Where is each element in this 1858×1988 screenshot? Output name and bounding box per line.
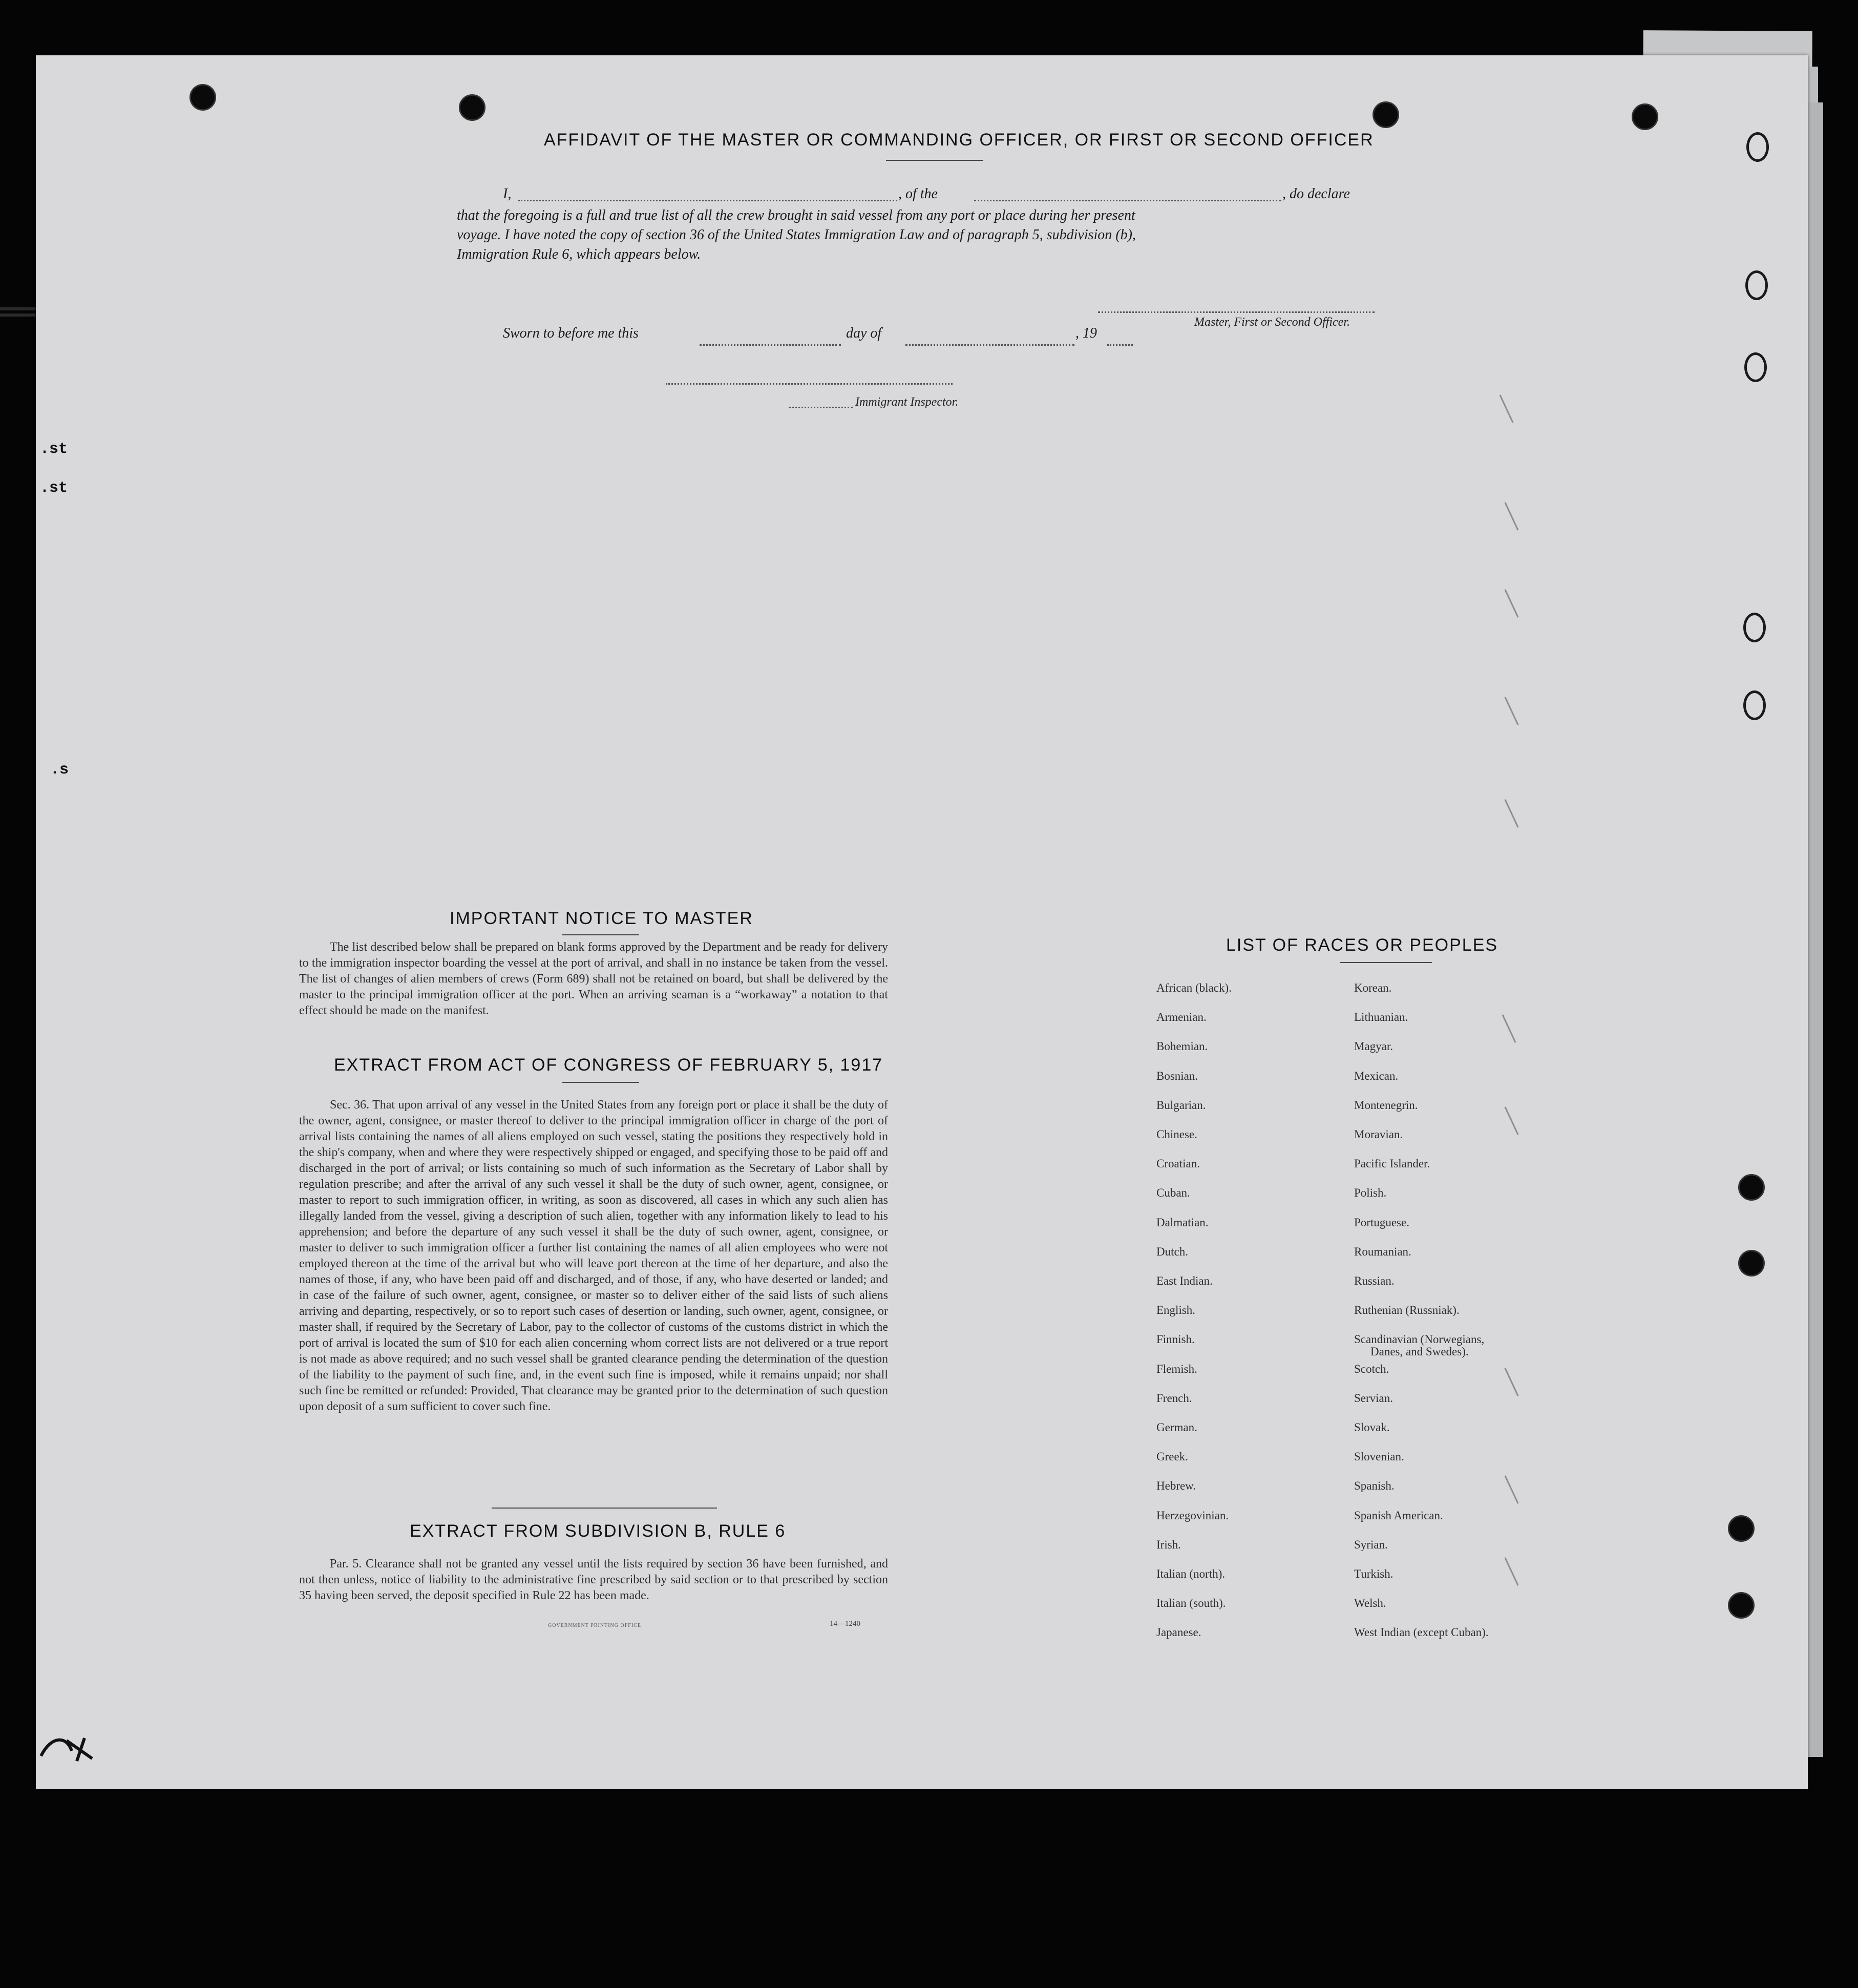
affidavit-of-the: , of the	[898, 186, 938, 202]
race-item: Cuban.	[1156, 1186, 1190, 1200]
title-rule	[886, 160, 983, 161]
inspector-lead-dots	[789, 407, 853, 408]
race-item: Dalmatian.	[1156, 1216, 1209, 1229]
binder-ring	[1743, 690, 1766, 720]
act-text: Sec. 36. That upon arrival of any vessel in the United States from any foreign port or place it shall be the duty of the owner, agent, consignee, or master thereof to deliver to the principal immigration officer in charge of the port of arrival lists containing the names of all aliens employed on such vessel, stating the positions they respectively hold in the ship's company, when and where they were respectively shipped or engaged, and specifying those to be paid off and discharged in the port of arrival; or lists containing so much of such information as the Secretary of Labor shall by regulation prescribe; and after the arrival of any such vessel it shall be the duty of such owner, agent, consignee, or master to report to such immigration officer, in writing, as soon as discovered, all cases in which any such alien has illegally landed from the vessel, giving a description of such alien, together with any information likely to lead to his apprehension; and before the departure of any such vessel it shall be the duty of such owner, agent, consignee, or master to deliver to such immigration officer a further list containing the names of all alien employees who were not employed thereon at the time of the arrival but who will leave port thereon at the time of her departure, and also the names of those, if any, who have been paid off and discharged, and of those, if any, who have deserted or landed; and in case of the failure of such owner, agent, consignee, or master so to deliver either of the said lists of such aliens arriving and departing, respectively, or so to report such cases of desertion or landing, such owner, agent, consignee, or master shall, if required by the Secretary of Labor, pay to the collector of customs of the customs district in which the port of arrival is located the sum of $10 for each alien concerning whom correct lists are not delivered or a true report is not made as above required; and no such vessel shall be granted clearance pending the determination of the question of the liability to the payment of such fine, and, in the event such fine is imposed, while it remains unpaid; nor shall such fine be remitted or refunded: Provided, That clearance may be granted prior to the determination of such question upon deposit of a sum sufficient to cover such fine.	[299, 1098, 888, 1413]
punch-hole	[1632, 103, 1658, 130]
race-item: Montenegrin.	[1354, 1098, 1418, 1112]
race-item: Mexican.	[1354, 1069, 1399, 1082]
binder-ring	[1745, 270, 1768, 300]
title-rule	[562, 934, 639, 935]
sworn-day-field[interactable]	[700, 344, 841, 346]
race-item: Dutch.	[1156, 1245, 1188, 1258]
affidavit-line: voyage. I have noted the copy of section 36 of the United States Immigration Law and of paragraph 5, subdivision (b),	[457, 227, 1136, 243]
race-item: Turkish.	[1354, 1567, 1394, 1580]
inspector-signature-field[interactable]	[666, 383, 953, 385]
vessel-field[interactable]	[974, 200, 1281, 201]
master-signature-field[interactable]	[1098, 311, 1375, 313]
binder-ring	[1746, 132, 1769, 162]
sworn-text: Sworn to before me this	[503, 325, 639, 341]
race-item: Scandinavian (Norwegians,	[1354, 1333, 1485, 1346]
act-title: EXTRACT FROM ACT OF CONGRESS OF FEBRUARY 5, 1917	[334, 1055, 883, 1075]
name-field[interactable]	[518, 200, 897, 201]
race-item: Armenian.	[1156, 1011, 1207, 1024]
race-item: Slovenian.	[1354, 1450, 1404, 1463]
punch-hole	[1738, 1250, 1765, 1276]
check-mark	[1504, 697, 1518, 725]
binder-ring	[1744, 352, 1767, 382]
race-item: German.	[1156, 1421, 1197, 1434]
affidavit-body	[457, 182, 1461, 264]
race-item: Finnish.	[1156, 1333, 1195, 1346]
race-item: Syrian.	[1354, 1538, 1388, 1551]
rule-title: EXTRACT FROM SUBDIVISION B, RULE 6	[410, 1521, 786, 1541]
race-item: Ruthenian (Russniak).	[1354, 1304, 1460, 1317]
race-item: Korean.	[1354, 981, 1392, 994]
affidavit-i: I,	[503, 186, 512, 202]
race-item: Slovak.	[1354, 1421, 1390, 1434]
punch-hole	[1373, 101, 1399, 128]
check-mark	[1499, 394, 1513, 423]
race-item: Lithuanian.	[1354, 1011, 1408, 1024]
affidavit-line: Immigration Rule 6, which appears below.	[457, 246, 701, 262]
handwritten-mark	[36, 1730, 108, 1766]
check-mark	[1502, 1014, 1516, 1043]
race-item: Japanese.	[1156, 1626, 1201, 1639]
check-mark	[1504, 1475, 1518, 1504]
binder-ring	[1743, 613, 1766, 642]
check-mark	[1504, 502, 1518, 531]
race-item: Roumanian.	[1354, 1245, 1411, 1258]
notice-title: IMPORTANT NOTICE TO MASTER	[450, 909, 753, 928]
race-item: Irish.	[1156, 1538, 1181, 1551]
race-item: Croatian.	[1156, 1157, 1200, 1170]
edge-mark: .st	[40, 441, 68, 458]
affidavit-title: AFFIDAVIT OF THE MASTER OR COMMANDING OFFICER, OR FIRST OR SECOND OFFICER	[544, 130, 1374, 150]
race-item: Italian (north).	[1156, 1567, 1226, 1580]
race-item: Polish.	[1354, 1186, 1387, 1200]
race-item: Servian.	[1354, 1391, 1394, 1405]
title-rule	[562, 1082, 639, 1083]
race-item: Russian.	[1354, 1274, 1395, 1287]
section-rule	[492, 1508, 717, 1509]
check-mark	[1504, 589, 1518, 618]
race-item: Spanish American.	[1354, 1509, 1443, 1522]
race-item: Pacific Islander.	[1354, 1157, 1430, 1170]
races-continuation: Danes, and Swedes).	[1370, 1345, 1469, 1358]
race-item: French.	[1156, 1391, 1192, 1405]
form-number: 14—1240	[830, 1620, 860, 1628]
race-item: Bohemian.	[1156, 1040, 1208, 1053]
race-item: Scotch.	[1354, 1362, 1389, 1375]
punch-hole	[459, 94, 485, 121]
race-item: Spanish.	[1354, 1479, 1395, 1493]
punch-hole	[189, 84, 216, 111]
race-item: English.	[1156, 1304, 1196, 1317]
title-rule	[1340, 962, 1432, 963]
race-item: African (black).	[1156, 981, 1232, 994]
document-page	[36, 55, 1808, 1789]
race-item: Herzegovinian.	[1156, 1509, 1229, 1522]
check-mark	[1504, 1557, 1518, 1586]
races-title: LIST OF RACES OR PEOPLES	[1226, 935, 1498, 955]
race-item: Hebrew.	[1156, 1479, 1196, 1493]
race-item: Portuguese.	[1354, 1216, 1409, 1229]
race-item: East Indian.	[1156, 1274, 1213, 1287]
race-item: Greek.	[1156, 1450, 1188, 1463]
notice-text: The list described below shall be prepared on blank forms approved by the Department and be ready for delivery to the immigration inspector boarding the vessel at the port of arrival, and shall in no instance be taken from the vessel. The list of changes of alien members of crews (Form 689) shall not be retained on board, but shall be delivered by the master to the principal immigration officer at the port. When an arriving seaman is a “workaway” a notation to that effect should be made on the manifest.	[299, 940, 888, 1017]
day-of-text: day of	[846, 325, 882, 341]
inspector-label: Immigrant Inspector.	[855, 395, 959, 409]
year-text: , 19	[1075, 325, 1097, 341]
check-mark	[1504, 1106, 1518, 1135]
race-item: Magyar.	[1354, 1040, 1394, 1053]
master-signature-label: Master, First or Second Officer.	[1194, 316, 1350, 329]
affidavit-declare: , do declare	[1282, 186, 1350, 202]
race-item: Moravian.	[1354, 1128, 1403, 1141]
rule-text: Par. 5. Clearance shall not be granted any vessel until the lists required by section 36 have been furnished, and not then unless, notice of liability to the administrative fine prescribed by said section or to that prescribed by section 35 having been served, the deposit specified in Rule 22 has been made.	[299, 1557, 888, 1602]
check-mark	[1504, 799, 1518, 828]
race-item: Bosnian.	[1156, 1069, 1198, 1082]
race-item: Chinese.	[1156, 1128, 1197, 1141]
punch-hole	[1728, 1515, 1755, 1542]
race-item: Bulgarian.	[1156, 1098, 1206, 1112]
check-mark	[1504, 1368, 1518, 1396]
race-item: Italian (south).	[1156, 1597, 1226, 1610]
printer-imprint: GOVERNMENT PRINTING OFFICE	[548, 1623, 641, 1628]
race-item: Welsh.	[1354, 1597, 1386, 1610]
sworn-month-field[interactable]	[905, 344, 1074, 346]
sworn-year-field[interactable]	[1107, 344, 1133, 346]
edge-mark: .st	[40, 479, 68, 497]
affidavit-line: that the foregoing is a full and true list of all the crew brought in said vessel from any port or place during her present	[457, 207, 1135, 223]
edge-mark: .s	[50, 761, 69, 779]
race-item: West Indian (except Cuban).	[1354, 1626, 1489, 1639]
race-item: Flemish.	[1156, 1362, 1197, 1375]
punch-hole	[1728, 1592, 1755, 1619]
punch-hole	[1738, 1174, 1765, 1201]
